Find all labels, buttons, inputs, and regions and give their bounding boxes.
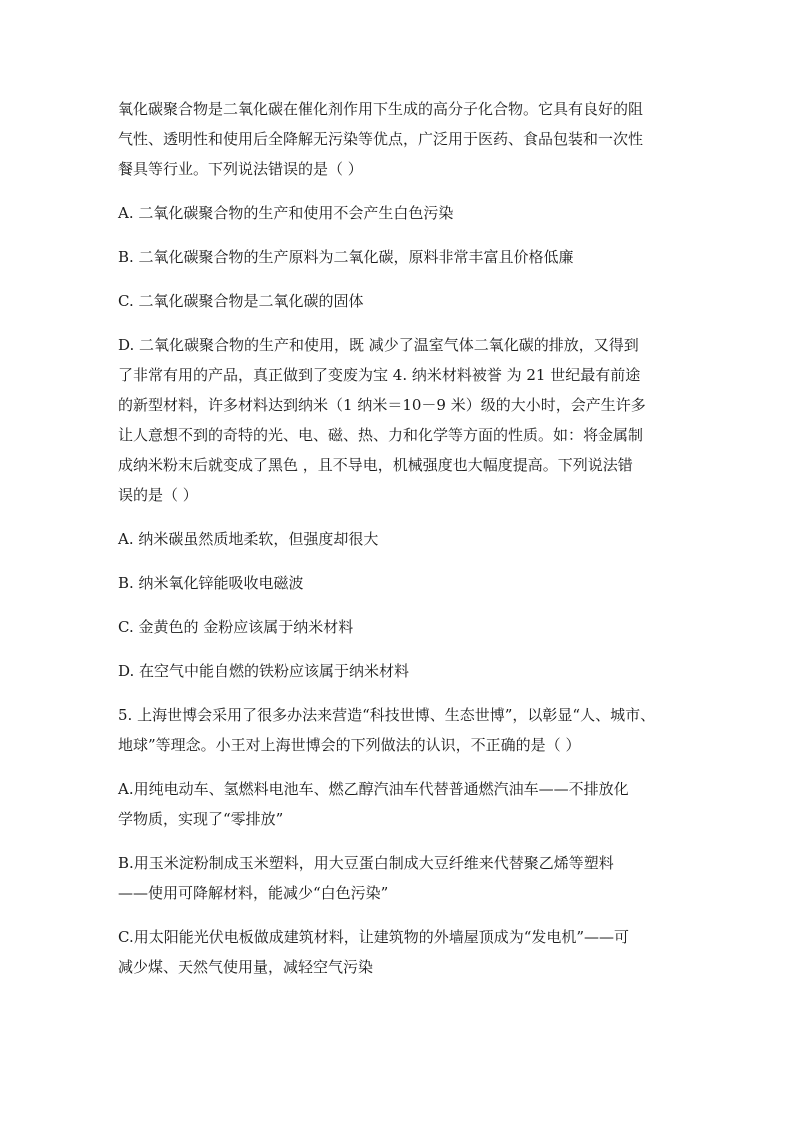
text-line: 氧化碳聚合物是二氧化碳在催化剂作用下生成的高分子化合物。它具有良好的阻: [118, 100, 644, 118]
text-line: 地球”等理念。小王对上海世博会的下列做法的认识，不正确的是（ ）: [118, 736, 581, 754]
text-line: ——使用可降解材料，能减少“白色污染”: [118, 884, 389, 902]
text-line: 成纳米粉末后就变成了黑色 ，且不导电，机械强度也大幅度提高。下列说法错: [118, 456, 633, 474]
question-5-stem: [118, 700, 684, 760]
document-page: [118, 94, 684, 982]
question-4-option-b: B. 纳米氧化锌能吸收电磁波: [118, 574, 304, 592]
question-5-option-a: [118, 774, 684, 834]
question-3-option-d: [118, 330, 684, 510]
text-line: 的新型材料，许多材料达到纳米（1 纳米＝10－9 米）级的大小时，会产生许多: [118, 396, 646, 414]
text-line: 餐具等行业。下列说法错误的是（ ）: [118, 160, 363, 178]
text-line: 让人意想不到的奇特的光、电、磁、热、力和化学等方面的性质。如：将金属制: [118, 426, 644, 444]
text-line: 减少煤、天然气使用量，减轻空气污染: [118, 958, 374, 976]
question-3-option-b: B. 二氧化碳聚合物的生产原料为二氧化碳，原料非常丰富且价格低廉: [118, 248, 574, 266]
text-line: 了非常有用的产品，真正做到了变废为宝 4. 纳米材料被誉 为 21 世纪最有前途: [118, 366, 641, 384]
text-line: C.用太阳能光伏电板做成建筑材料，让建筑物的外墙屋顶成为“发电机”——可: [118, 928, 630, 946]
question-3-option-a: A. 二氧化碳聚合物的生产和使用不会产生白色污染: [118, 204, 454, 222]
text-line: 气性、透明性和使用后全降解无污染等优点，广泛用于医药、食品包装和一次性: [118, 130, 644, 148]
question-5-option-c: [118, 922, 684, 982]
question-4-option-c: C. 金黄色的 金粉应该属于纳米材料: [118, 618, 354, 636]
question-3-option-c: C. 二氧化碳聚合物是二氧化碳的固体: [118, 292, 364, 310]
question-3-stem: [118, 94, 684, 184]
text-line: A.用纯电动车、氢燃料电池车、燃乙醇汽油车代替普通燃汽油车——不排放化: [118, 780, 629, 798]
text-line: 学物质，实现了“零排放”: [118, 810, 284, 828]
question-4-option-a: A. 纳米碳虽然质地柔软，但强度却很大: [118, 530, 379, 548]
question-4-option-d: D. 在空气中能自燃的铁粉应该属于纳米材料: [118, 662, 410, 680]
text-line: B.用玉米淀粉制成玉米塑料，用大豆蛋白制成大豆纤维来代替聚乙烯等塑料: [118, 854, 614, 872]
text-line: 误的是（ ）: [118, 486, 198, 504]
text-line: D. 二氧化碳聚合物的生产和使用，既 减少了温室气体二氧化碳的排放，又得到: [118, 336, 639, 354]
text-line: 5. 上海世博会采用了很多办法来营造“科技世博、生态世博”，以彰显“人、城市、: [118, 706, 656, 724]
question-5-option-b: [118, 848, 684, 908]
